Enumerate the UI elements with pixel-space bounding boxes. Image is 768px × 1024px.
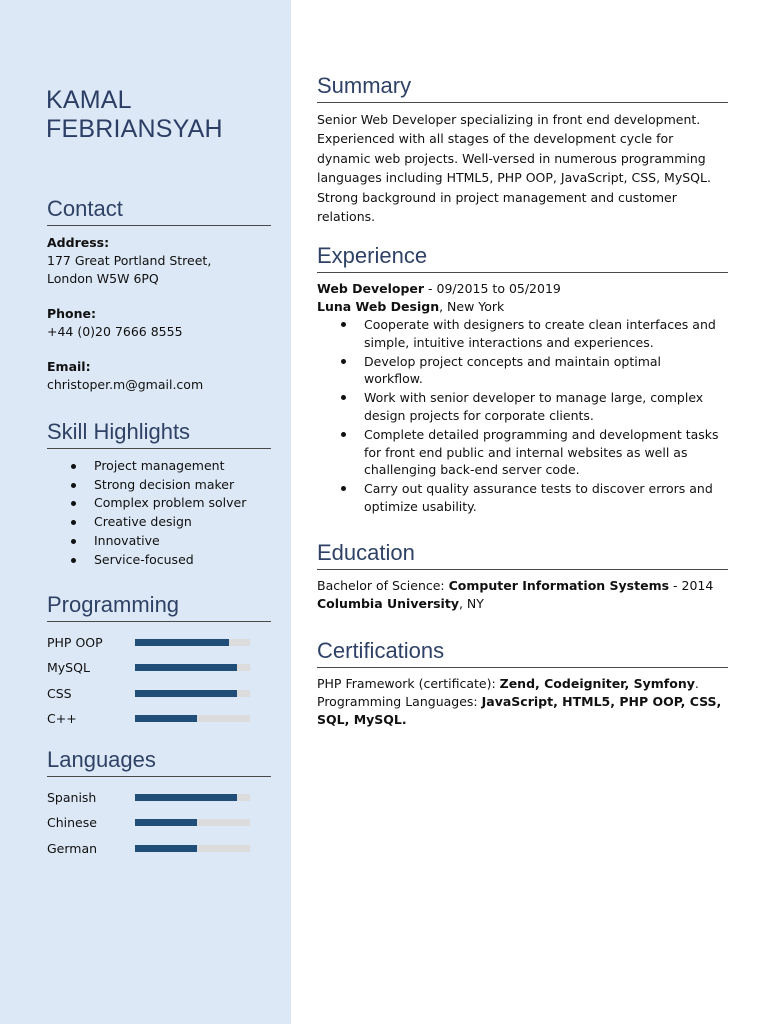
contact-section (47, 196, 271, 411)
summary-line: languages including HTML5, PHP OOP, JavaScript, CSS, MySQL. (317, 170, 711, 186)
programming-row (47, 630, 271, 655)
email-label: Email: (47, 359, 91, 374)
skill-bar-track (135, 715, 250, 722)
experience-bullet (317, 480, 728, 516)
programming-label: CSS (47, 685, 72, 701)
language-row (47, 785, 271, 810)
education-section (317, 540, 728, 613)
summary-section (317, 73, 728, 226)
summary-line: Senior Web Developer specializing in front end development. (317, 112, 701, 127)
summary-line: relations. (317, 209, 376, 225)
skill-item: Creative design (47, 513, 271, 532)
bullet-line: challenging back-end server code. (364, 462, 580, 478)
programming-label: PHP OOP (47, 635, 103, 651)
bullet-line: design projects for corporate clients. (364, 407, 594, 423)
bullet-line: Develop project concepts and maintain optimal (364, 353, 662, 369)
skill-bar-fill (135, 715, 197, 722)
skill-item: Project management (47, 457, 271, 476)
skill-bar-fill (135, 639, 229, 646)
languages-heading: Languages (47, 747, 271, 777)
company-line (317, 298, 728, 316)
address-label: Address: (47, 235, 110, 250)
phone-block (47, 305, 271, 341)
address-line-2: London W5W 6PQ (47, 271, 159, 286)
summary-text (317, 110, 728, 226)
skill-bar-track (135, 690, 250, 697)
bullet-line: Complete detailed programming and development tasks (364, 426, 719, 442)
skill-bar-track (135, 639, 250, 646)
cert-line-1 (317, 675, 728, 693)
language-label: Chinese (47, 815, 97, 831)
last-name: FEBRIANSYAH (46, 115, 223, 143)
email-value: christoper.m@gmail.com (47, 377, 204, 392)
first-name: KAMAL (46, 86, 132, 114)
experience-bullets (317, 316, 728, 516)
language-bar-track (135, 819, 250, 826)
bullet-line: simple, intuitive interactions and experiences. (364, 334, 654, 350)
phone-label: Phone: (47, 306, 97, 321)
cert-value: JavaScript, HTML5, PHP OOP, CSS, (481, 694, 722, 709)
programming-heading: Programming (47, 592, 271, 622)
skill-item: Strong decision maker (47, 476, 271, 495)
skills-section (47, 419, 271, 569)
cert-prefix: Programming Languages: (317, 694, 482, 709)
skill-bar-fill (135, 664, 237, 671)
degree-year: - 2014 (669, 578, 714, 593)
job-title-line (317, 280, 728, 298)
address-line-1: 177 Great Portland Street, (47, 253, 212, 268)
skills-heading: Skill Highlights (47, 419, 271, 449)
skills-list (47, 457, 271, 569)
language-label: German (47, 840, 98, 856)
summary-heading: Summary (317, 73, 728, 103)
summary-line: dynamic web projects. Well-versed in numerous programming (317, 150, 706, 166)
school-name: Columbia University (317, 596, 459, 611)
cert-line-2 (317, 693, 728, 711)
skill-item: Service-focused (47, 551, 271, 570)
languages-section (47, 747, 271, 861)
job-dates: - 09/2015 to 05/2019 (424, 281, 561, 296)
language-bar-fill (135, 794, 237, 801)
degree-name: Computer Information Systems (448, 578, 670, 593)
programming-label: C++ (47, 711, 77, 727)
candidate-name (46, 86, 276, 144)
language-row (47, 810, 271, 835)
language-bar-track (135, 794, 250, 801)
company-location: , New York (439, 299, 505, 314)
phone-value: +44 (0)20 7666 8555 (47, 324, 183, 339)
cert-prefix: PHP Framework (certificate): (317, 676, 500, 691)
experience-section (317, 243, 728, 517)
experience-bullet (317, 353, 728, 389)
cert-value: Zend, Codeigniter, Symfony (499, 676, 695, 691)
experience-bullet (317, 316, 728, 352)
experience-bullet (317, 426, 728, 479)
cert-line-3: SQL, MySQL. (317, 712, 407, 727)
job-title: Web Developer (317, 281, 425, 296)
programming-row (47, 681, 271, 706)
company-name: Luna Web Design (317, 299, 440, 314)
experience-bullet (317, 389, 728, 425)
school-location: , NY (458, 596, 484, 611)
education-heading: Education (317, 540, 728, 570)
programming-row (47, 706, 271, 731)
degree-prefix: Bachelor of Science: (317, 578, 449, 593)
programming-row (47, 655, 271, 680)
bullet-line: optimize usability. (364, 498, 477, 514)
language-label: Spanish (47, 790, 97, 806)
language-bar-fill (135, 819, 197, 826)
contact-heading: Contact (47, 196, 271, 226)
experience-heading: Experience (317, 243, 728, 273)
certifications-section (317, 638, 728, 729)
bullet-line: Cooperate with designers to create clean interfaces and (364, 317, 716, 332)
cert-suffix: . (694, 676, 699, 691)
bullet-line: workflow. (364, 371, 423, 387)
certifications-heading: Certifications (317, 638, 728, 668)
bullet-line: Carry out quality assurance tests to discover errors and (364, 481, 713, 497)
language-bar-fill (135, 845, 197, 852)
skill-item: Complex problem solver (47, 494, 271, 513)
summary-line: Experienced with all stages of the development cycle for (317, 131, 674, 147)
programming-label: MySQL (47, 660, 90, 676)
language-row (47, 836, 271, 861)
skill-bar-track (135, 664, 250, 671)
school-line (317, 595, 728, 613)
programming-section (47, 592, 271, 731)
bullet-line: Work with senior developer to manage large, complex (364, 390, 704, 406)
skill-item: Innovative (47, 532, 271, 551)
address-block (47, 234, 271, 288)
language-bar-track (135, 845, 250, 852)
degree-line (317, 577, 728, 595)
bullet-line: for front end public and internal websites as well as (364, 444, 688, 460)
skill-bar-fill (135, 690, 237, 697)
summary-line: Strong background in project management and customer (317, 189, 677, 205)
email-block (47, 358, 271, 394)
